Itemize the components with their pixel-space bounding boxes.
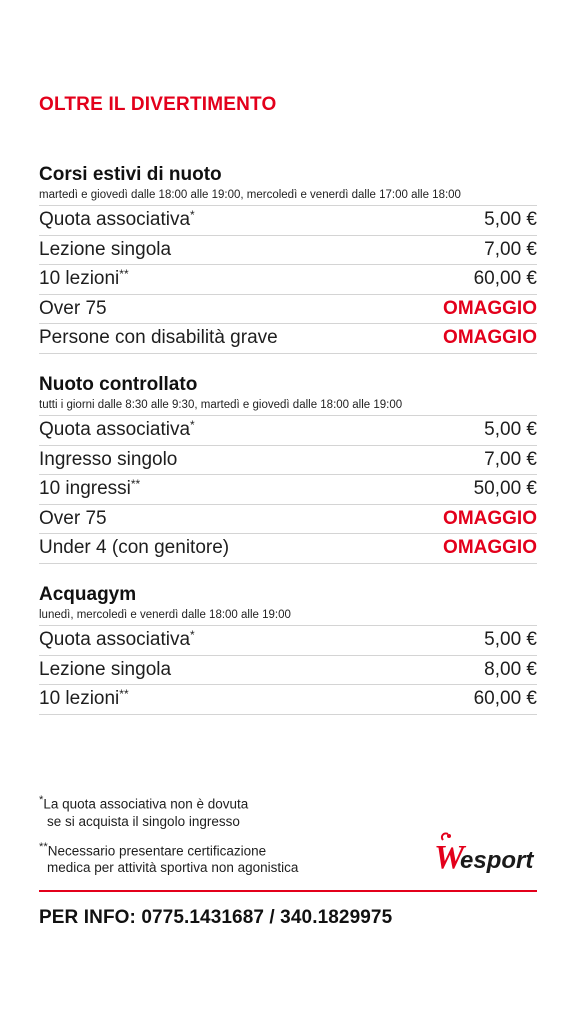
footnote-text: medica per attività sportiva non agonistica [47,860,299,875]
section-title: Acquagym [39,584,137,605]
price-row [39,294,537,324]
price-list [39,415,537,564]
item-label-text: Lezione singola [39,238,172,260]
free-badge: OMAGGIO [443,537,537,559]
section-title: Nuoto controllato [39,374,198,395]
item-price: 8,00 € [484,658,537,680]
price-row [39,264,537,294]
item-price: 5,00 € [484,209,537,231]
logo-text: esport [460,847,534,874]
item-label-text: Quota associativa [39,629,191,651]
footnote-mark: * [190,418,195,433]
item-label [39,629,195,651]
footnote-mark: ** [130,477,141,492]
footnote-mark: * [190,208,195,223]
item-price: 60,00 € [473,688,537,710]
price-row [39,684,537,715]
item-label [39,508,107,530]
price-row [39,323,537,354]
footer-divider [39,890,537,892]
item-price: 7,00 € [484,448,537,470]
price-row [39,533,537,564]
item-label [39,209,195,231]
section-schedule: lunedì, mercoledì e venerdì dalle 18:00 alle 19:00 [39,609,291,621]
item-price: 60,00 € [473,268,537,290]
wesport-logo-icon [434,828,538,878]
item-label-text: Ingresso singolo [39,448,178,470]
section-nuoto-controllato [39,374,537,564]
item-label [39,478,140,500]
footnote-mark: ** [119,687,129,702]
item-label [39,688,129,710]
item-label [39,239,171,261]
item-label [39,449,177,471]
item-label-text: Quota associativa [39,209,191,231]
footnote-text: La quota associativa non è dovuta [43,796,249,812]
section-schedule: martedì e giovedì dalle 18:00 alle 19:00, mercoledì e venerdì dalle 17:00 alle 18:00 [39,189,461,201]
free-badge: OMAGGIO [443,507,537,529]
price-row [39,445,537,475]
price-row [39,625,537,655]
footnote-certificazione [39,839,298,877]
item-label-text: Lezione singola [39,658,172,680]
item-label-text: 10 lezioni [39,268,120,290]
price-list [39,205,537,354]
free-badge: OMAGGIO [443,297,537,319]
item-label-text: 10 lezioni [39,688,120,710]
item-label-text: Under 4 (con genitore) [39,537,230,559]
item-price: 5,00 € [484,419,537,441]
item-label-text: 10 ingressi [39,478,131,500]
price-list [39,625,537,715]
price-row [39,235,537,265]
item-label-text: Quota associativa [39,419,191,441]
footnote-mark: * [39,794,44,806]
item-label [39,659,171,681]
item-label [39,298,107,320]
item-label-text: Persone con disabilità grave [39,327,278,349]
item-label [39,419,195,441]
price-row [39,205,537,235]
contact-info: PER INFO: 0775.1431687 / 340.1829975 [39,907,393,928]
footnote-text: Necessario presentare certificazione [47,843,267,858]
item-price: 7,00 € [484,238,537,260]
item-price: 50,00 € [473,478,537,500]
price-row [39,655,537,685]
page-heading: OLTRE IL DIVERTIMENTO [39,94,277,115]
item-label-text: Over 75 [39,507,107,529]
item-label [39,268,129,290]
free-badge: OMAGGIO [443,327,537,349]
footnote-mark: ** [119,267,129,282]
price-row [39,504,537,534]
item-label [39,327,278,349]
footnote-mark: ** [39,840,48,853]
item-price: 5,00 € [484,629,537,651]
footnote-quota [39,792,298,830]
item-label [39,537,229,559]
price-row [39,474,537,504]
price-row [39,415,537,445]
logo-w: W [434,839,465,876]
footnote-mark: * [190,628,195,643]
section-corsi-estivi [39,164,537,354]
section-title: Corsi estivi di nuoto [39,164,222,185]
section-acquagym [39,584,537,715]
section-schedule: tutti i giorni dalle 8:30 alle 9:30, martedì e giovedì dalle 18:00 alle 19:00 [39,399,403,411]
footnotes [39,792,298,885]
footnote-text: se si acquista il singolo ingresso [47,813,240,829]
item-label-text: Over 75 [39,297,107,319]
